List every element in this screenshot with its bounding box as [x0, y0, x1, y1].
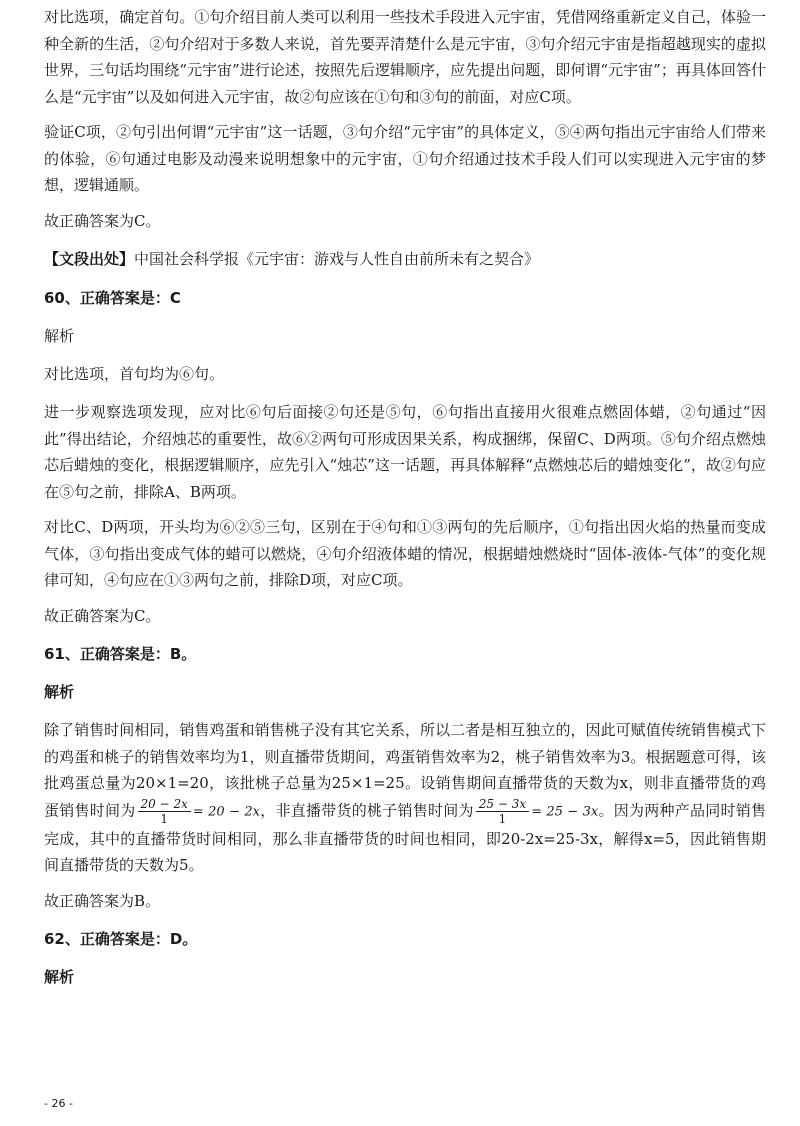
paragraph-q59-analysis: 对比选项，确定首句。①句介绍目前人类可以利用一些技术手段进入元宇宙，凭借网络重新定义自己，体验一种全新的生活，②句介绍对于多数人来说，首先要弄清楚什么是元宇宙，③句介绍元宇宙是指超越现实的虚拟世界，三句话均围绕“元宇宙”进行论述，按照先后逻辑顺序，应先提出问题，即何谓“元宇宙”；再具体回答什么是“元宇宙”以及如何进入元宇宙，故②句应该在①句和③句的前面，对应C项。 — [44, 8, 766, 106]
answer-q60: 故正确答案为C。 — [44, 606, 161, 625]
paragraph-q59-verify: 验证C项，②句引出何谓“元宇宙”这一话题，③句介绍“元宇宙”的具体定义，⑤④两句指出元宇宙给人们带来的体验，⑥句通过电影及动漫来说明想象中的元宇宙，①句介绍通过技术手段人们可以实现进入元宇宙的梦想，逻辑通顺。 — [44, 123, 766, 194]
heading-q61: 61、正确答案是：B。 — [44, 645, 197, 663]
source-citation — [44, 246, 766, 273]
page-number: - 26 - — [44, 1097, 73, 1110]
answer-q61: 故正确答案为B。 — [44, 891, 161, 910]
label-analysis-q61: 解析 — [44, 683, 75, 701]
paragraph-q60-first: 对比选项，首句均为⑥句。 — [44, 364, 225, 383]
fraction-peach-time — [476, 797, 529, 826]
paragraph-q60-compare: 进一步观察选项发现，应对比⑥句后面接②句还是⑤句，⑥句指出直接用火很难点燃固体蜡，②句通过“因此”得出结论，介绍烛芯的重要性，故⑥②两句可形成因果关系，构成捆绑，保留C、D两项。⑤句介绍点燃烛芯后蜡烛的变化，根据逻辑顺序，应先引入“烛芯”这一话题，再具体解释“点燃烛芯后的蜡烛变化”，故②句应在⑤句之前，排除A、B两项。 — [44, 403, 766, 501]
page-content — [44, 4, 766, 1002]
fraction-egg-numerator: 20 − 2x — [138, 797, 191, 812]
heading-q62: 62、正确答案是：D。 — [44, 930, 198, 948]
fraction-egg-time — [138, 797, 191, 826]
fraction-peach-denominator: 1 — [498, 811, 507, 826]
fraction-peach-result: = 25 − 3x — [531, 804, 599, 819]
fraction-peach-numerator: 25 − 3x — [476, 797, 529, 812]
fraction-egg-result: = 20 − 2x — [192, 804, 260, 819]
fraction-egg-denominator: 1 — [160, 811, 169, 826]
source-tag: 【文段出处】 — [44, 250, 135, 268]
q61-text-part1: 除了销售时间相同，销售鸡蛋和销售桃子没有其它关系，所以二者是相互独立的，因此可赋值传统销售模式下的鸡蛋和桃子的销售效率均为1，则直播带货期间，鸡蛋销售效率为2，桃子销售效率为3。根据题意可得，该批鸡蛋总量为20×1=20，该批桃子总量为25×1=25。设销售期间直播带货的天数为x，则非直播带货的鸡蛋销售时间为 — [44, 721, 766, 819]
answer-q59: 故正确答案为C。 — [44, 211, 161, 230]
q61-text-part3: 。因为两种产品同时销售完成，其中的直播带货时间相同，那么非直播带货的时间也相同，即20-2x=25-3x，解得x=5，因此销售期间直播带货的天数为5。 — [44, 801, 766, 874]
heading-q60: 60、正确答案是：C — [44, 288, 181, 307]
paragraph-q61-solution — [44, 717, 766, 879]
paragraph-q60-order: 对比C、D两项，开头均为⑥②⑤三句，区别在于④句和①③两句的先后顺序，①句指出因火焰的热量而变成气体，③句指出变成气体的蜡可以燃烧，④句介绍液体蜡的情况，根据蜡烛燃烧时“固体-液体-气体”的变化规律可知，④句应在①③两句之前，排除D项，对应C项。 — [44, 518, 766, 589]
label-analysis-q60: 解析 — [44, 326, 75, 345]
q61-text-part2: ，非直播带货的桃子销售时间为 — [259, 801, 474, 819]
label-analysis-q62: 解析 — [44, 968, 75, 986]
source-text: 中国社会科学报《元宇宙：游戏与人性自由前所未有之契合》 — [134, 250, 540, 268]
